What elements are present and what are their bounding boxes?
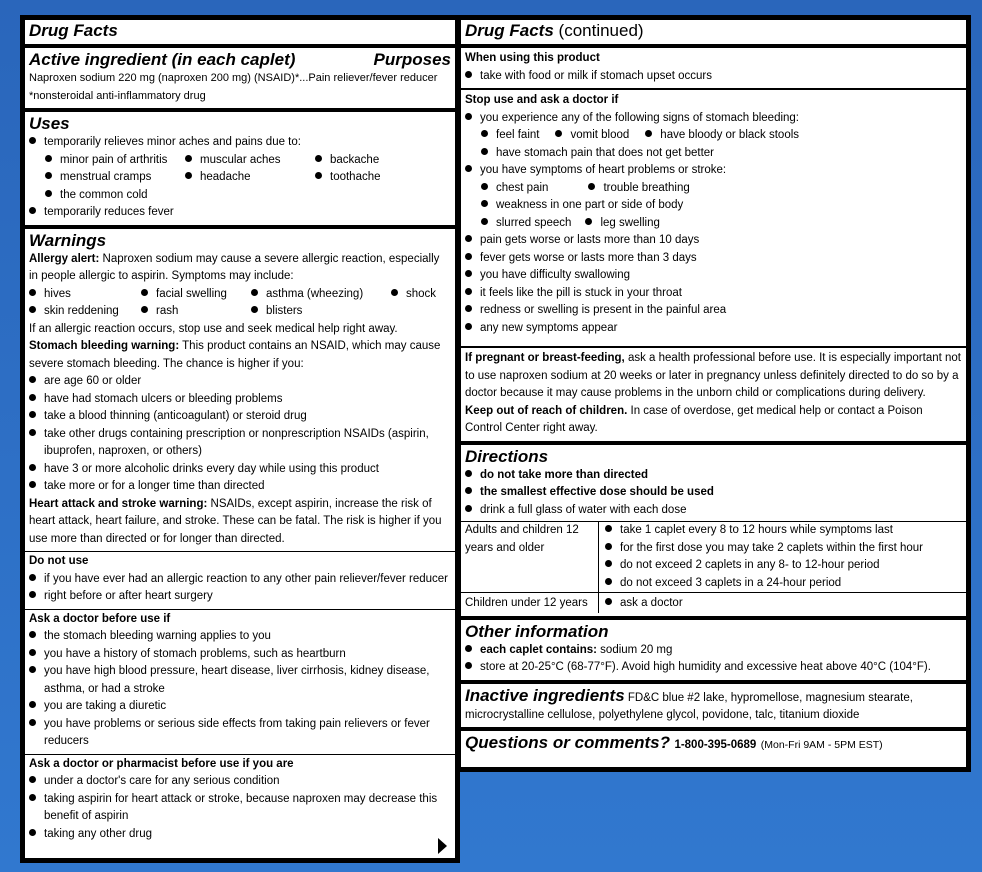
list-item: temporarily relieves minor aches and pains due to: [29,134,451,152]
pregnancy-warning: If pregnant or breast-feeding, ask a health professional before use. It is especially important not to use naproxen sodium at 20 weeks or later in pregnancy unless definitely directed to do so by a doctor because it may cause problems in the unborn child or complications during delivery. [465,352,961,399]
bullet-icon [29,481,36,488]
when-using-heading: When using this product [465,52,600,64]
continue-arrow-icon [438,838,447,854]
list-item: do not exceed 3 caplets in a 24-hour period [605,575,960,593]
bullet-icon [481,148,488,155]
list-item: take 1 caplet every 8 to 12 hours while symptoms last [605,522,960,540]
panel-title: Drug Facts [29,21,118,40]
bullet-icon [465,253,472,260]
bullet-icon [465,323,472,330]
list-item: take more or for a longer time than directed [29,478,451,496]
list-item: facial swelling [141,286,251,304]
continued-label: (continued) [558,21,644,40]
pregnancy-section [461,348,966,445]
list-item: hives [29,286,141,304]
ask-pharmacist-section [25,754,455,844]
bullet-icon [481,200,488,207]
drug-facts-continued-header [461,20,966,48]
bullet-icon [605,543,612,550]
list-item: ask a doctor [605,595,960,613]
dosage-adults-label: Adults and children 12 years and older [461,522,599,593]
stop-use-section [461,90,966,348]
do-not-use-heading: Do not use [29,555,89,567]
questions-heading: Questions or comments? [465,732,670,752]
bullet-icon [29,207,36,214]
bullet-icon [29,306,36,313]
heart-warning: Heart attack and stroke warning: NSAIDs, except aspirin, increase the risk of heart attack, heart failure, and stroke. These can be fatal. The risk is higher if you use more than directed or for longer than directed. [29,497,442,545]
inactive-ingredients-heading: Inactive ingredients [465,685,625,705]
questions-section [461,731,966,758]
list-item: the common cold [29,187,451,205]
bullet-icon [29,574,36,581]
bullet-icon [29,666,36,673]
allergy-after: If an allergic reaction occurs, stop use and seek medical help right away. [29,322,398,335]
bullet-icon [465,165,472,172]
list-item: take with food or milk if stomach upset occurs [465,68,962,86]
bullet-icon [29,411,36,418]
keep-out-of-reach: Keep out of reach of children. In case of overdose, get medical help or contact a Poison Control Center right away. [465,404,923,434]
list-item: the stomach bleeding warning applies to you [29,628,451,646]
phone-hours: (Mon-Fri 9AM - 5PM EST) [760,738,883,751]
list-item: drink a full glass of water with each dose [465,502,962,520]
allergy-alert: Allergy alert: Naproxen sodium may cause a severe allergic reaction, especially in people allergic to aspirin. Symptoms may include: [29,252,440,282]
stomach-warning: Stomach bleeding warning: This product contains an NSAID, which may cause severe stomach bleeding. The chance is higher if you: [29,340,441,370]
list-item: asthma (wheezing) [251,286,391,304]
uses-heading: Uses [29,114,70,133]
bullet-icon [141,306,148,313]
bullet-icon [465,235,472,242]
bullet-icon [141,289,148,296]
purposes-heading: Purposes [373,50,451,69]
list-item: each caplet contains: sodium 20 mg [465,642,962,660]
bullet-icon [251,289,258,296]
directions-section [461,445,966,620]
list-item: you have symptoms of heart problems or stroke: [465,162,962,180]
do-not-use-section [25,551,455,606]
list-item: under a doctor's care for any serious condition [29,773,451,791]
bullet-icon [465,662,472,669]
list-item: temporarily reduces fever [29,204,451,222]
bullet-icon [185,155,192,162]
bullet-icon [251,306,258,313]
directions-heading: Directions [465,446,549,466]
phone-number: 1-800-395-0689 [674,738,757,751]
list-item: redness or swelling is present in the painful area [465,302,962,320]
active-ingredient-footnote: *nonsteroidal anti-inflammatory drug [29,89,206,102]
list-item: skin reddening [29,303,141,321]
bullet-icon [45,190,52,197]
other-information-heading: Other information [465,621,609,641]
uses-section [25,112,455,229]
bullet-icon [29,429,36,436]
bullet-icon [465,305,472,312]
list-item: you experience any of the following signs of stomach bleeding: [465,110,962,128]
list-item: you have a history of stomach problems, such as heartburn [29,646,451,664]
bullet-icon [605,598,612,605]
bullet-icon [29,701,36,708]
list-item: any new symptoms appear [465,320,962,338]
list-item: you have difficulty swallowing [465,267,962,285]
bullet-icon [588,183,595,190]
list-item: if you have ever had an allergic reaction to any other pain reliever/fever reducer [29,571,451,589]
list-item: have 3 or more alcoholic drinks every day while using this product [29,461,451,479]
bullet-icon [29,649,36,656]
bullet-icon [605,525,612,532]
list-item: the smallest effective dose should be used [465,484,962,502]
bullet-icon [465,645,472,652]
stop-use-heading: Stop use and ask a doctor if [465,94,619,106]
bullet-icon [29,394,36,401]
list-item: minor pain of arthritis [45,152,185,170]
bullet-icon [465,71,472,78]
bullet-icon [465,487,472,494]
dosage-adults-instructions [599,522,966,593]
uses-grid [29,152,451,187]
list-item: take other drugs containing prescription or nonprescription NSAIDs (aspirin, ibuprofen, naproxen, or others) [29,426,451,461]
drug-facts-header [25,20,455,48]
list-item: store at 20-25°C (68-77°F). Avoid high humidity and excessive heat above 40°C (104°F). [465,659,962,677]
list-item: you have problems or serious side effects from taking pain relievers or fever reducers [29,716,451,751]
bullet-icon [645,130,652,137]
list-item: blisters [251,303,391,321]
list-item: take a blood thinning (anticoagulant) or steroid drug [29,408,451,426]
active-ingredient-heading: Active ingredient (in each caplet) [29,50,296,69]
bullet-icon [465,470,472,477]
heart-signs: chest pain trouble breathing [465,180,962,198]
bullet-icon [29,464,36,471]
bullet-icon [29,631,36,638]
bullet-icon [481,218,488,225]
bullet-icon [29,776,36,783]
ask-doctor-heading: Ask a doctor before use if [29,612,171,625]
bullet-icon [29,289,36,296]
list-item: taking aspirin for heart attack or stroke, because naproxen may decrease this benefit of aspirin [29,791,451,826]
dosage-table [461,521,966,613]
bullet-icon [605,560,612,567]
list-item: taking any other drug [29,826,451,844]
drug-facts-panel-right [456,15,971,772]
bullet-icon [465,113,472,120]
warnings-section [25,229,455,860]
list-item: muscular aches [185,152,315,170]
list-item: headache [185,169,315,187]
bullet-icon [605,578,612,585]
list-item: menstrual cramps [45,169,185,187]
allergy-symptoms [29,286,451,321]
list-item: pain gets worse or lasts more than 10 days [465,232,962,250]
bullet-icon [465,505,472,512]
inactive-ingredients-section [461,684,966,731]
bullet-icon [185,172,192,179]
list-item: are age 60 or older [29,373,451,391]
bullet-icon [481,130,488,137]
bullet-icon [29,829,36,836]
bullet-icon [315,155,322,162]
list-item: it feels like the pill is stuck in your throat [465,285,962,303]
bullet-icon [315,172,322,179]
bullet-icon [391,289,398,296]
list-item: have stomach pain that does not get better [465,145,962,163]
bullet-icon [481,183,488,190]
list-item: fever gets worse or lasts more than 3 days [465,250,962,268]
bullet-icon [29,719,36,726]
list-item: right before or after heart surgery [29,588,451,606]
bullet-icon [29,137,36,144]
bullet-icon [45,155,52,162]
list-item: toothache [315,169,435,187]
active-ingredient-section [25,48,455,112]
list-item: shock [391,286,451,304]
bullet-icon [465,288,472,295]
list-item: rash [141,303,251,321]
inactive-ingredients-text: FD&C blue #2 lake, hypromellose, magnesium stearate, microcrystalline cellulose, polyethylene glycol, povidone, talc, titanium dioxide [465,691,913,721]
bullet-icon [45,172,52,179]
bullet-icon [555,130,562,137]
list-item: do not take more than directed [465,467,962,485]
bullet-icon [585,218,592,225]
list-item: do not exceed 2 caplets in any 8- to 12-hour period [605,557,960,575]
warnings-heading: Warnings [29,230,107,250]
ask-doctor-section [25,609,455,751]
drug-facts-panel-left [20,15,460,863]
heart-signs-2: slurred speech leg swelling [465,215,962,233]
list-item: for the first dose you may take 2 caplets within the first hour [605,540,960,558]
list-item: weakness in one part or side of body [465,197,962,215]
bullet-icon [29,794,36,801]
active-ingredient-line: Naproxen sodium 220 mg (naproxen 200 mg) (NSAID)*...Pain reliever/fever reducer [29,72,438,84]
list-item: backache [315,152,435,170]
bullet-icon [29,376,36,383]
ask-pharmacist-heading: Ask a doctor or pharmacist before use if you are [29,757,294,770]
when-using-section [461,48,966,90]
panel-title: Drug Facts [465,21,554,40]
dosage-children-instructions [599,593,966,613]
bullet-icon [465,270,472,277]
bleeding-signs: feel faint vomit blood have bloody or black stools [465,127,962,145]
list-item: have had stomach ulcers or bleeding problems [29,391,451,409]
other-information-section [461,620,966,684]
list-item: you have high blood pressure, heart disease, liver cirrhosis, kidney disease, asthma, or had a stroke [29,663,451,698]
list-item: you are taking a diuretic [29,698,451,716]
bullet-icon [29,591,36,598]
dosage-children-label: Children under 12 years [461,593,599,613]
